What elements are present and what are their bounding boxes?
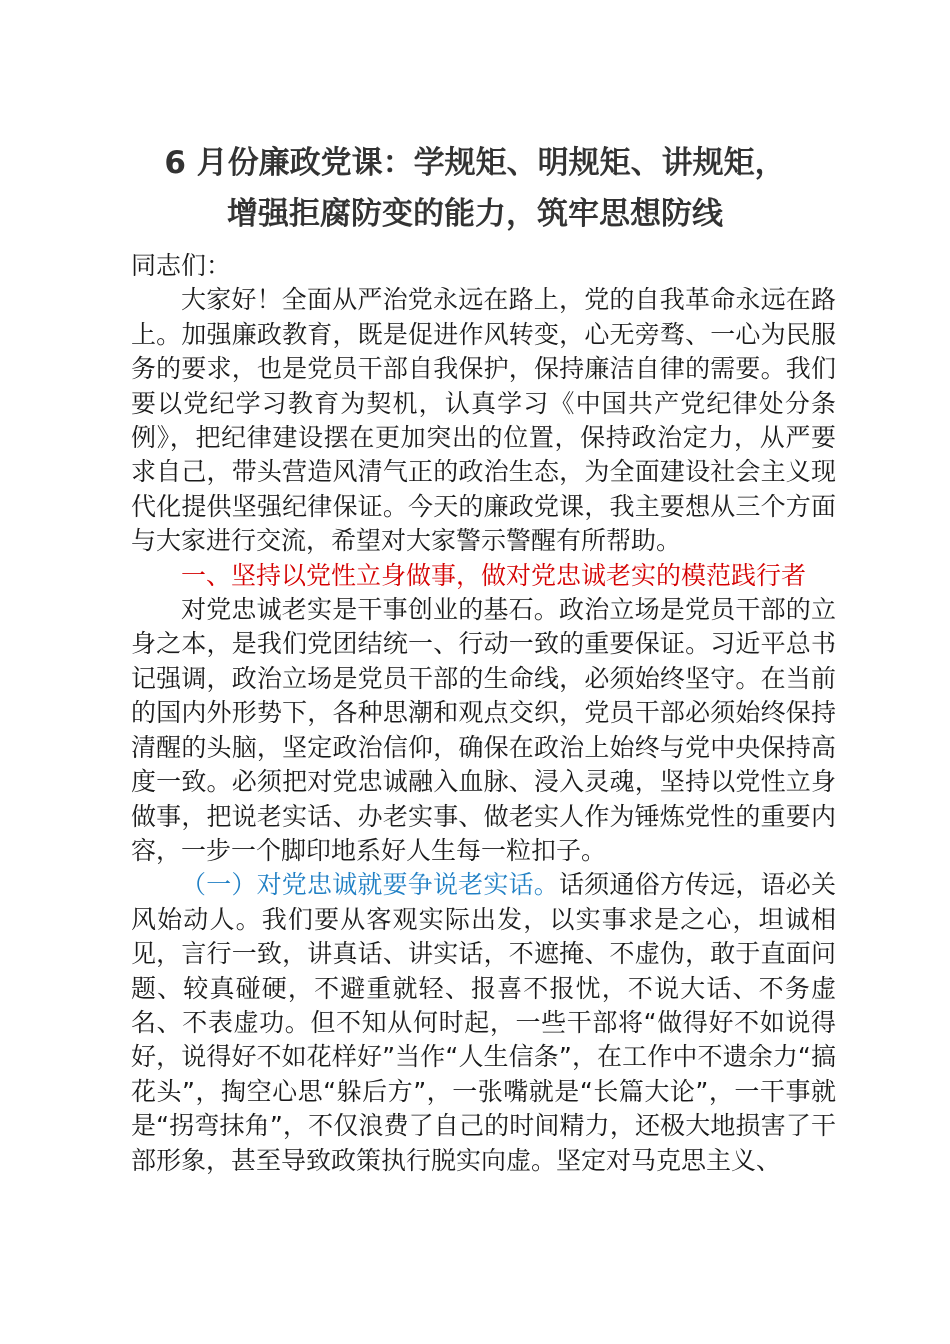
title-line-1: 6 月份廉政党课：学规矩、明规矩、讲规矩， <box>164 145 786 181</box>
subsection-1-paragraph <box>131 868 836 1178</box>
title-line-2: 增强拒腐防变的能力，筑牢思想防线 <box>227 196 723 232</box>
section-heading-1: 一、坚持以党性立身做事，做对党忠诚老实的模范践行者 <box>181 560 807 590</box>
document-title <box>0 138 950 240</box>
subsection-heading-1: （一）对党忠诚就要争说老实话。 <box>181 870 559 900</box>
section-1-paragraph: 对党忠诚老实是干事创业的基石。政治立场是党员干部的立身之本，是我们党团结统一、行动一致的重要保证。习近平总书记强调，政治立场是党员干部的生命线，必须始终坚守。在当前的国内外形势下，各种思潮和观点交织，党员干部必须始终保持清醒的头脑，坚定政治信仰，确保在政治上始终与党中央保持高度一致。必须把对党忠诚融入血脉、浸入灵魂，坚持以党性立身做事，把说老实话、办老实事、做老实人作为锤炼党性的重要内容，一步一个脚印地系好人生每一粒扣子。 <box>131 595 836 865</box>
subsection-1-text: 话须通俗方传远，语必关风始动人。我们要从客观实际出发，以实事求是之心，坦诚相见，言行一致，讲真话、讲实话，不遮掩、不虚伪，敢于直面问题、较真碰硬，不避重就轻、报喜不报忧，不说大话、不务虚名、不表虚功。但不知从何时起，一些干部将“做得好不如说得好，说得好不如花样好”当作“人生信条”，在工作中不遗余力“搞花头”，掏空心思“躲后方”，一张嘴就是“长篇大论”，一干事就是“拐弯抹角”，不仅浪费了自己的时间精力，还极大地损害了干部形象，甚至导致政策执行脱实向虚。坚定对马克思主义、 <box>131 870 836 1175</box>
salutation: 同志们： <box>131 251 232 280</box>
document-body <box>131 249 836 1178</box>
intro-paragraph: 大家好！全面从严治党永远在路上，党的自我革命永远在路上。加强廉政教育，既是促进作风转变，心无旁骛、一心为民服务的要求，也是党员干部自我保护，保持廉洁自律的需要。我们要以党纪学习教育为契机，认真学习《中国共产党纪律处分条例》，把纪律建设摆在更加突出的位置，保持政治定力，从严要求自己，带头营造风清气正的政治生态，为全面建设社会主义现代化提供坚强纪律保证。今天的廉政党课，我主要想从三个方面与大家进行交流，希望对大家警示警醒有所帮助。 <box>131 285 836 556</box>
